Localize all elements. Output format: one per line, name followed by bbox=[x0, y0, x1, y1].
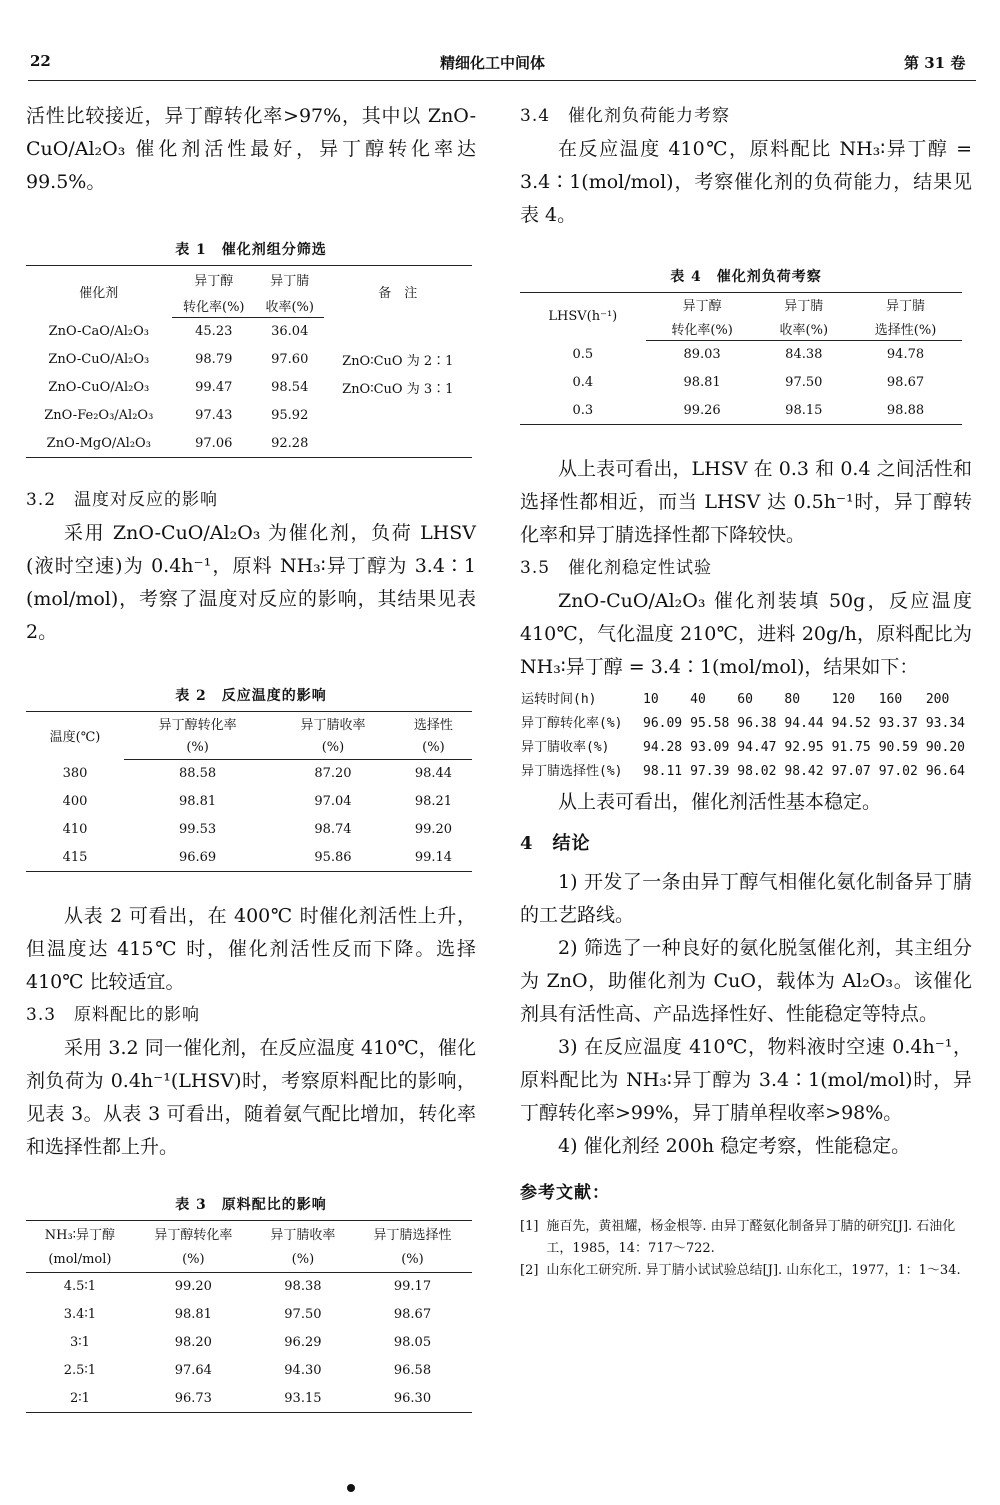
table-cell: 93.09 bbox=[690, 740, 730, 755]
table4-col-conv: 异丁醇 bbox=[646, 293, 759, 317]
table-cell: 97.50 bbox=[785, 375, 823, 390]
section-3-5-heading: 3.5 催化剂稳定性试验 bbox=[520, 558, 713, 578]
stability-data-table bbox=[520, 688, 972, 784]
table-cell: 96.09 bbox=[643, 716, 683, 731]
table-cell: 94.44 bbox=[784, 716, 824, 731]
table4-col-yield: 异丁腈 bbox=[759, 293, 850, 317]
table-row bbox=[520, 712, 972, 736]
table-cell: 120 bbox=[831, 692, 856, 707]
paragraph-table2-discussion: 从表 2 可看出，在 400℃ 时催化剂活性上升，但温度达 415℃ 时，催化剂活性反而下降。选择 410℃ 比较适宜。 bbox=[26, 905, 476, 993]
table1-col-conv: 异丁醇 bbox=[172, 266, 256, 294]
table-row bbox=[26, 1357, 472, 1385]
table-cell: 93.34 bbox=[925, 716, 965, 731]
journal-title: 精细化工中间体 bbox=[440, 54, 546, 72]
table-cell: 3.4∶1 bbox=[63, 1307, 97, 1322]
table-cell: 94.52 bbox=[831, 716, 871, 731]
table-cell bbox=[324, 430, 472, 458]
table-cell: 415 bbox=[26, 844, 124, 872]
table-cell: 99.26 bbox=[646, 397, 759, 425]
table-cell: 96.64 bbox=[925, 764, 965, 779]
table-cell: 92.95 bbox=[784, 740, 824, 755]
table-cell: 98.81 bbox=[683, 375, 721, 390]
table-row bbox=[26, 1329, 472, 1357]
table-cell: 98.81 bbox=[178, 794, 217, 809]
table-row bbox=[26, 816, 472, 844]
table-cell: 99.20 bbox=[414, 822, 453, 837]
table2-col-sel-unit: (%) bbox=[395, 736, 472, 760]
table-cell: 98.79 bbox=[195, 352, 233, 367]
table-cell: 98.21 bbox=[414, 794, 453, 809]
table-row bbox=[26, 1273, 472, 1301]
table-cell: 89.03 bbox=[683, 347, 721, 363]
table-cell: 97.39 bbox=[690, 764, 730, 779]
table1-caption: 表 1 催化剂组分筛选 bbox=[175, 242, 327, 258]
table-cell: 10 bbox=[643, 692, 659, 707]
reference-text: 施百先，黄祖耀，杨金根等. 由异丁醛氨化制备异丁腈的研究[J]. 石油化工，1985，14：717～722. bbox=[546, 1219, 956, 1256]
table-row bbox=[520, 341, 962, 369]
table2-col-conv: 异丁醇转化率 bbox=[124, 712, 271, 736]
table-cell: 97.04 bbox=[314, 794, 352, 809]
table-cell: 95.86 bbox=[271, 844, 395, 872]
table-cell: 97.60 bbox=[271, 352, 309, 367]
table-row bbox=[520, 688, 972, 712]
table-cell: ZnO-CuO/Al₂O₃ bbox=[48, 352, 150, 367]
table1-col-yield: 异丁腈 bbox=[256, 266, 324, 294]
table-cell: 94.30 bbox=[284, 1363, 322, 1378]
table-cell: 95.92 bbox=[271, 408, 309, 423]
table-row bbox=[26, 1385, 472, 1413]
table3-col-ratio: NH₃∶异丁醇 bbox=[26, 1221, 134, 1247]
table-cell: 98.54 bbox=[271, 380, 309, 395]
table-cell: 98.20 bbox=[174, 1335, 212, 1350]
reference-number: [1] bbox=[520, 1219, 539, 1234]
paragraph-3-4: 在反应温度 410℃，原料配比 NH₃∶异丁醇 = 3.4∶1(mol/mol)，考察催化剂的负荷能力，结果见表 4。 bbox=[520, 138, 972, 226]
table-cell: 96.38 bbox=[737, 716, 777, 731]
table-row bbox=[26, 402, 472, 430]
table-cell: 94.28 bbox=[643, 740, 683, 755]
table-cell: 91.75 bbox=[831, 740, 871, 755]
table4-col-lhsv: LHSV(h⁻¹) bbox=[520, 293, 646, 341]
table-cell: 96.58 bbox=[393, 1363, 432, 1378]
table-cell: 99.14 bbox=[395, 844, 472, 872]
table1 bbox=[26, 265, 472, 458]
table1-col-yield-unit: 收率(%) bbox=[256, 294, 324, 318]
table-cell: 97.02 bbox=[878, 764, 918, 779]
table-row bbox=[520, 760, 972, 784]
table-cell: ZnO-CuO/Al₂O₃ bbox=[48, 380, 150, 395]
reference-item bbox=[520, 1260, 972, 1282]
paragraph-3-2: 采用 ZnO-CuO/Al₂O₃ 为催化剂，负荷 LHSV (液时空速)为 0.4h⁻¹，原料 NH₃∶异丁醇为 3.4∶1 (mol/mol)，考察了温度对反应的影响，其结果见表 2。 bbox=[26, 522, 476, 643]
table4-col-sel-unit: 选择性(%) bbox=[849, 317, 962, 341]
table-cell: 98.88 bbox=[849, 397, 962, 425]
right-column bbox=[520, 100, 972, 1282]
table3-col-yield: 异丁腈收率 bbox=[253, 1221, 353, 1247]
table4-col-sel: 异丁腈 bbox=[849, 293, 962, 317]
table-cell: 97.06 bbox=[172, 430, 256, 458]
table-cell: 98.05 bbox=[393, 1335, 432, 1350]
table-cell: 92.28 bbox=[256, 430, 324, 458]
table1-col-note: 备 注 bbox=[324, 266, 472, 318]
table-row bbox=[26, 374, 472, 402]
table-cell: 99.20 bbox=[174, 1279, 212, 1295]
table-cell bbox=[324, 318, 472, 346]
table-cell: 98.15 bbox=[759, 397, 850, 425]
table-cell: 45.23 bbox=[195, 324, 233, 340]
table4-col-conv-unit: 转化率(%) bbox=[646, 317, 759, 341]
paragraph-3-3: 采用 3.2 同一催化剂，在反应温度 410℃，催化剂负荷为 0.4h⁻¹(LHSV)时，考察原料配比的影响，见表 3。从表 3 可看出，随着氨气配比增加，转化率和选择性都上升。 bbox=[26, 1037, 476, 1158]
table-cell: 98.38 bbox=[284, 1279, 322, 1295]
header-rule bbox=[28, 80, 976, 81]
table-cell: 410 bbox=[62, 822, 88, 837]
table-cell: 94.47 bbox=[737, 740, 777, 755]
table2-col-yield-unit: (%) bbox=[271, 736, 395, 760]
table-cell: 36.04 bbox=[271, 324, 309, 340]
table-cell: 2∶1 bbox=[26, 1385, 134, 1413]
table4 bbox=[520, 292, 962, 425]
table-cell: 98.67 bbox=[886, 375, 925, 390]
section-3-4-heading: 3.4 催化剂负荷能力考察 bbox=[520, 106, 731, 126]
table-cell: 98.42 bbox=[784, 764, 824, 779]
reference-text: 山东化工研究所. 异丁腈小试试验总结[J]. 山东化工，1977，1：1～34. bbox=[546, 1263, 961, 1278]
row-label: 异丁腈选择性(%) bbox=[521, 764, 623, 779]
table-cell: 96.30 bbox=[353, 1385, 472, 1413]
table-row bbox=[26, 346, 472, 374]
table-cell: 97.43 bbox=[195, 408, 233, 423]
section-3-3-heading: 3.3 原料配比的影响 bbox=[26, 1005, 201, 1025]
row-label: 运转时间(h) bbox=[521, 692, 597, 707]
table-row bbox=[26, 844, 472, 872]
table-row bbox=[26, 788, 472, 816]
table-cell: 60 bbox=[737, 692, 753, 707]
table-cell: 88.58 bbox=[178, 766, 217, 782]
conclusion-2: 2) 筛选了一种良好的氨化脱氢催化剂，其主组分为 ZnO，助催化剂为 CuO，载体为 Al₂O₃。该催化剂具有活性高、产品选择性好、性能稳定等特点。 bbox=[520, 937, 972, 1025]
table-cell: 400 bbox=[62, 794, 88, 809]
paragraph-3-5: ZnO-CuO/Al₂O₃ 催化剂装填 50g，反应温度 410℃，气化温度 210℃，进料 20g/h，原料配比为 NH₃∶异丁醇 = 3.4∶1(mol/mol)，结果如下： bbox=[520, 590, 972, 678]
table-cell: ZnO-CaO/Al₂O₃ bbox=[48, 324, 149, 339]
table-cell: 96.29 bbox=[284, 1335, 322, 1350]
table2-col-temp: 温度(℃) bbox=[26, 712, 124, 760]
table-cell: 97.07 bbox=[831, 764, 871, 779]
table-cell: 80 bbox=[784, 692, 801, 707]
table-cell: 90.20 bbox=[925, 740, 965, 755]
reference-number: [2] bbox=[520, 1263, 539, 1278]
table-cell: 97.50 bbox=[284, 1307, 322, 1322]
paragraph-table4-discussion: 从上表可看出，LHSV 在 0.3 和 0.4 之间活性和选择性都相近，而当 LHSV 达 0.5h⁻¹时，异丁醇转化率和异丁腈选择性都下降较快。 bbox=[520, 458, 972, 546]
conclusion-4: 4) 催化剂经 200h 稳定考察，性能稳定。 bbox=[558, 1135, 911, 1157]
table-cell: 99.53 bbox=[178, 822, 217, 837]
table3-col-conv: 异丁醇转化率 bbox=[134, 1221, 253, 1247]
table-cell: ZnO-MgO/Al₂O₃ bbox=[26, 430, 172, 458]
table-cell: 93.37 bbox=[878, 716, 918, 731]
paragraph-intro: 活性比较接近，异丁醇转化率>97%，其中以 ZnO-CuO/Al₂O₃ 催化剂活性最好，异丁醇转化率达 99.5%。 bbox=[26, 105, 476, 193]
table-cell: 40 bbox=[690, 692, 706, 707]
table-cell: 98.74 bbox=[314, 822, 352, 837]
table1-col-conv-unit: 转化率(%) bbox=[172, 294, 256, 318]
table3-col-sel: 异丁腈选择性 bbox=[353, 1221, 472, 1247]
row-label: 异丁腈收率(%) bbox=[521, 740, 610, 755]
table-row bbox=[26, 318, 472, 346]
table4-col-yield-unit: 收率(%) bbox=[759, 317, 850, 341]
table-cell: 0.5 bbox=[572, 347, 594, 362]
table-cell: 87.20 bbox=[314, 766, 352, 782]
table-cell: 90.59 bbox=[878, 740, 918, 755]
table3-col-conv-unit: (%) bbox=[134, 1247, 253, 1273]
table-cell: 94.78 bbox=[886, 347, 925, 363]
table4-caption: 表 4 催化剂负荷考察 bbox=[670, 269, 822, 285]
table3 bbox=[26, 1220, 472, 1413]
table-cell: 97.64 bbox=[174, 1363, 212, 1378]
table-cell: 200 bbox=[925, 692, 950, 707]
left-column bbox=[26, 100, 476, 1413]
conclusion-1: 1) 开发了一条由异丁醇气相催化氨化制备异丁腈的工艺路线。 bbox=[520, 871, 972, 926]
reference-item bbox=[520, 1216, 972, 1260]
table-cell: 98.44 bbox=[414, 766, 453, 782]
table-cell: 0.4 bbox=[572, 375, 594, 390]
table-cell: 98.02 bbox=[737, 764, 777, 779]
table3-col-ratio-unit: (mol/mol) bbox=[26, 1247, 134, 1273]
table-row bbox=[520, 397, 962, 425]
table2-col-yield: 异丁腈收率 bbox=[271, 712, 395, 736]
table-cell bbox=[324, 402, 472, 430]
table2 bbox=[26, 711, 472, 872]
table-cell: 160 bbox=[878, 692, 903, 707]
table-cell: 98.81 bbox=[174, 1307, 212, 1322]
page-marker-dot bbox=[347, 1484, 355, 1492]
table-row bbox=[520, 369, 962, 397]
references-heading: 参考文献： bbox=[520, 1183, 610, 1203]
table-cell: 93.15 bbox=[253, 1385, 353, 1413]
table-cell: 380 bbox=[62, 766, 88, 781]
table-cell: ZnO∶CuO 为 3∶1 bbox=[342, 382, 454, 397]
volume-label: 第 31 卷 bbox=[904, 54, 966, 72]
table-cell: 98.11 bbox=[643, 764, 683, 779]
section-4-heading: 4 结论 bbox=[520, 833, 591, 854]
table3-caption: 表 3 原料配比的影响 bbox=[175, 1197, 327, 1213]
table-cell: 99.17 bbox=[393, 1279, 432, 1295]
table-cell: 2.5∶1 bbox=[63, 1363, 97, 1378]
table-row bbox=[26, 430, 472, 458]
table3-col-sel-unit: (%) bbox=[353, 1247, 472, 1273]
table2-col-conv-unit: (%) bbox=[124, 736, 271, 760]
section-3-2-heading: 3.2 温度对反应的影响 bbox=[26, 490, 219, 510]
table-cell: 96.73 bbox=[134, 1385, 253, 1413]
table-cell: 95.58 bbox=[690, 716, 730, 731]
table-cell: 99.47 bbox=[195, 380, 233, 395]
table-cell: 98.67 bbox=[393, 1307, 432, 1322]
table-cell: 96.69 bbox=[124, 844, 271, 872]
table-cell: ZnO∶CuO 为 2∶1 bbox=[342, 354, 454, 369]
row-label: 异丁醇转化率(%) bbox=[521, 716, 623, 731]
table1-col-catalyst: 催化剂 bbox=[26, 266, 172, 318]
table2-caption: 表 2 反应温度的影响 bbox=[175, 688, 327, 704]
page-number: 22 bbox=[30, 52, 51, 70]
paragraph-stability-conclusion: 从上表可看出，催化剂活性基本稳定。 bbox=[558, 791, 882, 813]
table-row bbox=[26, 1301, 472, 1329]
table-cell: 0.3 bbox=[520, 397, 646, 425]
table-cell: ZnO-Fe₂O₃/Al₂O₃ bbox=[44, 408, 154, 423]
table-row bbox=[26, 760, 472, 788]
table-cell: 84.38 bbox=[785, 347, 823, 363]
table-cell: 4.5∶1 bbox=[63, 1279, 97, 1295]
table2-col-sel: 选择性 bbox=[395, 712, 472, 736]
table3-col-yield-unit: (%) bbox=[253, 1247, 353, 1273]
conclusion-3: 3) 在反应温度 410℃，物料液时空速 0.4h⁻¹，原料配比为 NH₃∶异丁醇为 3.4∶1(mol/mol)时，异丁醇转化率>99%，异丁腈单程收率>98%。 bbox=[520, 1036, 972, 1124]
table-row bbox=[520, 736, 972, 760]
table-cell: 3∶1 bbox=[69, 1335, 90, 1350]
